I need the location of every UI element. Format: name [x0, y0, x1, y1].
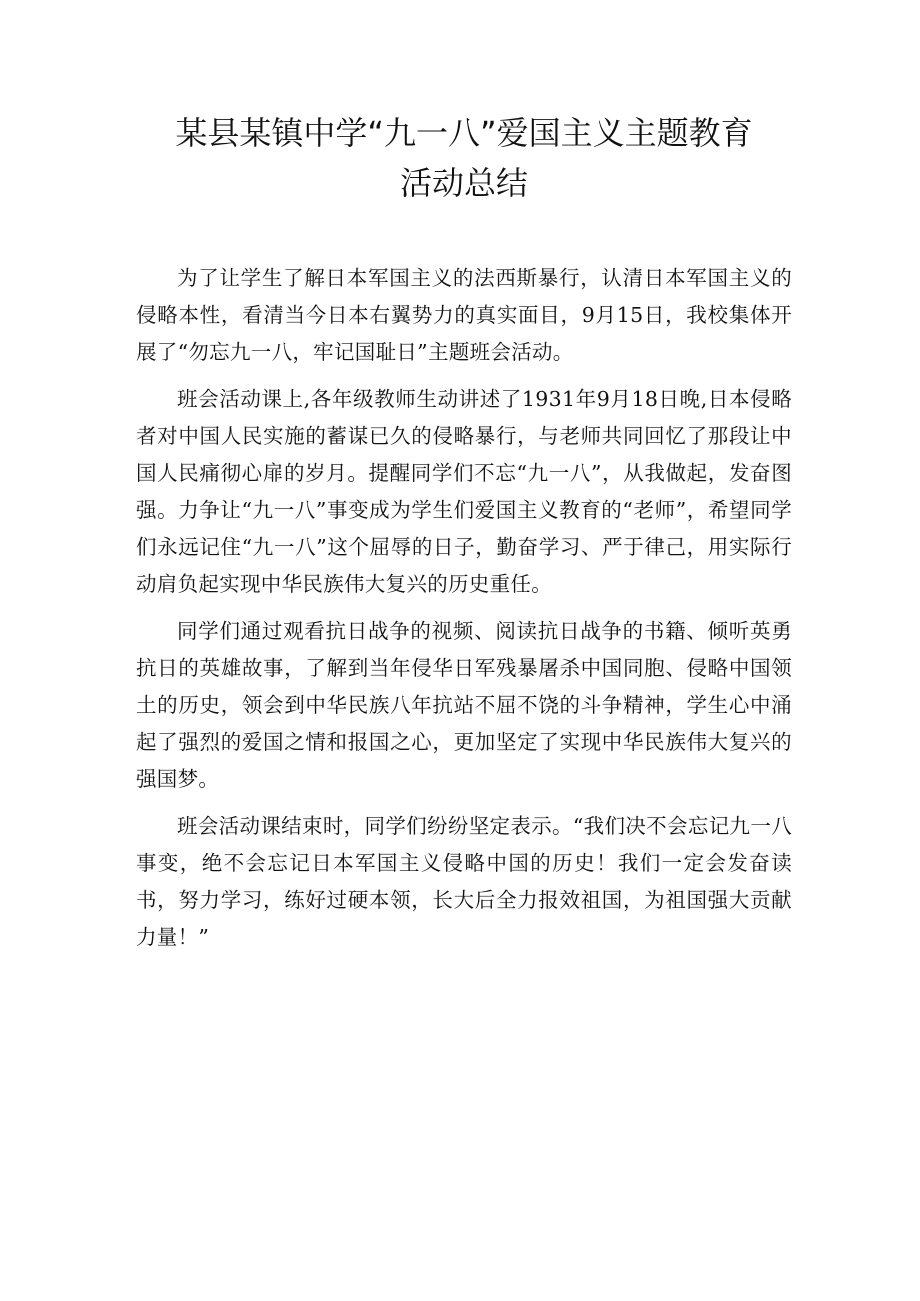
- paragraph-1: 为了让学生了解日本军国主义的法西斯暴行，认清日本军国主义的侵略本性，看清当今日本右翼势力的真实面目，9月15日，我校集体开展了“勿忘九一八，牢记国耻日”主题班会活动。: [136, 266, 792, 364]
- document-body: [136, 260, 792, 956]
- title-line-2: 活动总结: [399, 164, 528, 202]
- title-line-1: 某县某镇中学“九一八”爱国主义主题教育: [175, 114, 753, 152]
- paragraph-2: 班会活动课上,各年级教师生动讲述了1931年9月18日晚,日本侵略者对中国人民实施的蓄谋已久的侵略暴行，与老师共同回忆了那段让中国人民痛彻心扉的岁月。提醒同学们不忘“九一八”，从我做起，发奋图强。力争让“九一八”事变成为学生们爱国主义教育的“老师”，希望同学们永远记住“九一八”这个屈辱的日子，勤奋学习、严于律己，用实际行动肩负起实现中华民族伟大复兴的历史重任。: [136, 387, 792, 596]
- document-title: [126, 108, 802, 208]
- paragraph-3: 同学们通过观看抗日战争的视频、阅读抗日战争的书籍、倾听英勇抗日的英雄故事，了解到当年侵华日军残暴屠杀中国同胞、侵略中国领土的历史，领会到中华民族八年抗站不屈不饶的斗争精神，学生心中涌起了强烈的爱国之情和报国之心，更加坚定了实现中华民族伟大复兴的强国梦。: [136, 619, 792, 791]
- paragraph-4: 班会活动课结束时，同学们纷纷坚定表示。“我们决不会忘记九一八事变，绝不会忘记日本军国主义侵略中国的历史！我们一定会发奋读书，努力学习，练好过硬本领，长大后全力报效祖国，为祖国强大贡献力量！”: [136, 814, 792, 949]
